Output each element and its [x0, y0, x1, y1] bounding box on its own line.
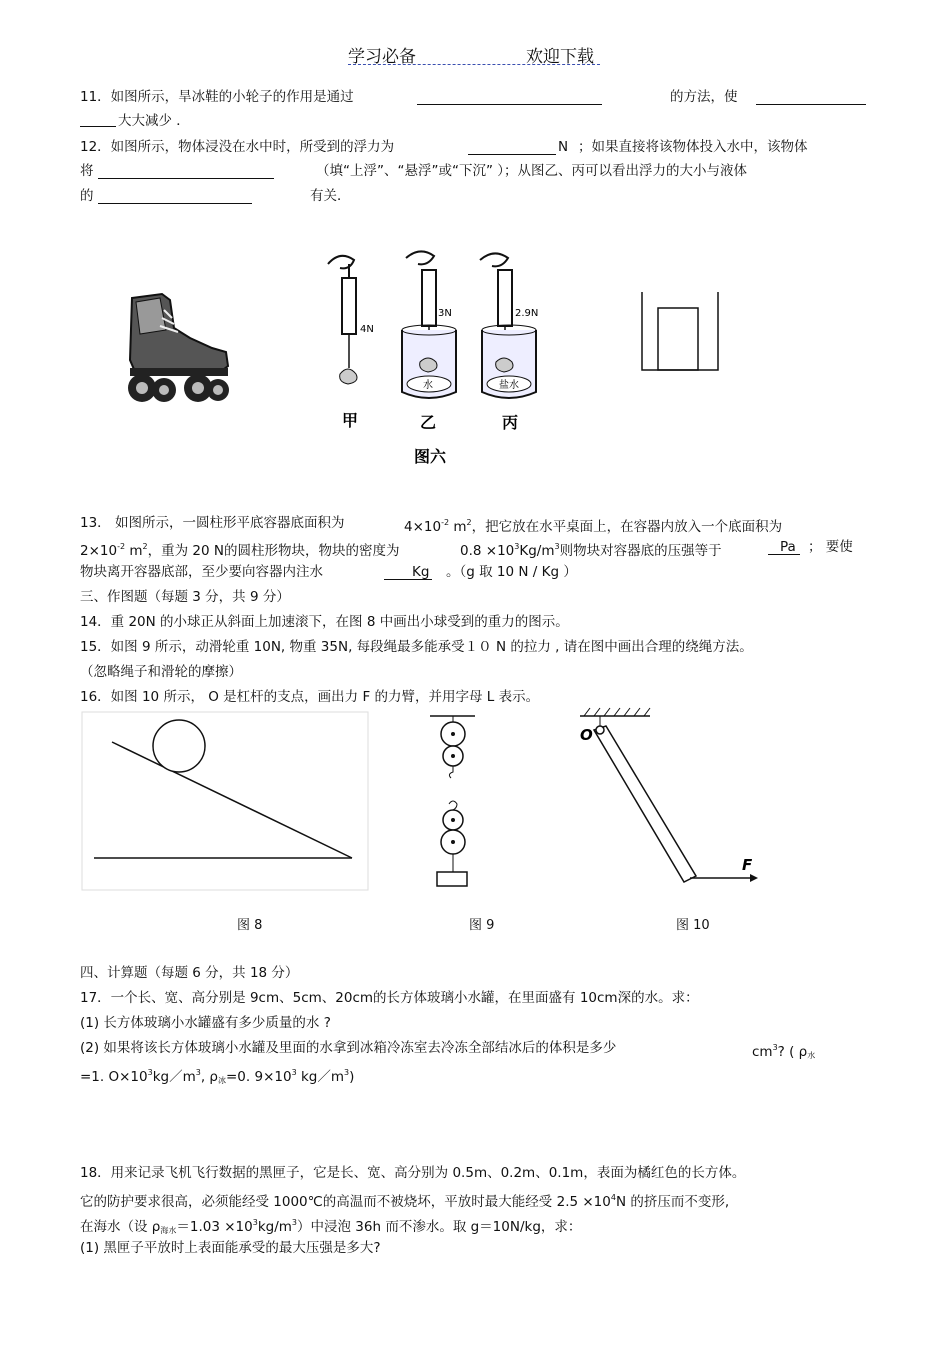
header-left: 学习必备: [348, 47, 416, 67]
figure-10: [560, 712, 770, 892]
q18-l2-b: N 的挤压而不变形,: [615, 1194, 730, 1210]
q17-l4-b: kg／m: [152, 1069, 196, 1085]
q12-line1: 12．如图所示，物体浸没在水中时，所受到的浮力为: [80, 139, 395, 155]
label-o: O: [580, 726, 593, 744]
q13-line3-a: 物块离开容器底部，至少要向容器内注水: [80, 564, 323, 580]
q11-blank-2-cont: [80, 112, 116, 127]
q12-line2-a: 将: [80, 163, 94, 179]
q13-area: 4×10: [404, 519, 442, 535]
section-3-title: 三、作图题（每题 3 分，共 9 分）: [80, 589, 290, 605]
q17-line4: [80, 1064, 354, 1090]
q17-l4-c: , ρ: [200, 1069, 218, 1085]
q13-l1-d: ，把它放在水平桌面上，在容器内放入一个底面积为: [471, 519, 783, 535]
q13-line2-density: [460, 538, 722, 560]
q18-sub-seawater: 海水: [160, 1226, 177, 1235]
q17-line3-b: [752, 1039, 815, 1065]
q17-line2: (1) 长方体玻璃小水罐盛有多少质量的水 ?: [80, 1015, 331, 1031]
lever-bar: [594, 726, 696, 882]
fig6-title: 图六: [414, 447, 447, 466]
q13-l2-sq: 2: [142, 542, 148, 551]
label-bing: 丙: [502, 413, 519, 432]
q17-sub-water: 水: [807, 1051, 816, 1060]
q12-line1-b: ；如果直接将该物体投入水中，该物体: [578, 139, 808, 155]
q13-area-exp: -2: [441, 518, 450, 527]
pivot-point: [596, 726, 604, 734]
q11-blank-2: [756, 90, 866, 105]
scale-yi: [402, 251, 456, 398]
roller-skate-image: [120, 290, 235, 410]
container-figure: [640, 292, 720, 372]
q12-line3-b: 有关．: [310, 188, 351, 204]
q18-l2-a: 它的防护要求很高，必须能经受 1000℃的高温而不被烧坏，平放时最大能经受 2.5 ×10: [80, 1194, 611, 1210]
q14-text: 14．重 20N 的小球正从斜面上加速滚下，在图 8 中画出小球受到的重力的图示。: [80, 614, 569, 630]
q18-l3-exp2: 3: [291, 1218, 297, 1227]
q12-blank-1: [468, 140, 556, 155]
liquid-water: 水: [423, 380, 433, 391]
reading-bing: 2.9N: [515, 308, 539, 319]
q17-l3-c: ? ( ρ: [777, 1044, 808, 1060]
q18-l2-exp: 4: [610, 1193, 616, 1202]
q12-blank-3: [98, 189, 252, 204]
q18-l3-c: kg/m: [257, 1219, 292, 1235]
weight-block: [437, 872, 467, 886]
q17-l4-a: =1. O×10: [80, 1069, 148, 1085]
q18-l3-b: ＝1.03 ×10: [176, 1219, 253, 1235]
q13-density-cube: 3: [554, 542, 560, 551]
q17-line3: [80, 1039, 616, 1057]
q13-line1-b: [404, 514, 782, 536]
q17-l4-exp4: 3: [344, 1068, 350, 1077]
section-4-title: 四、计算题（每题 6 分，共 18 分）: [80, 965, 299, 981]
q17-sub-ice: 冰: [218, 1076, 226, 1085]
reading-yi: 3N: [438, 308, 452, 319]
q15-line1: 15．如图 9 所示，动滑轮重 10N, 物重 35N, 每段绳最多能承受１０ N 的拉力 , 请在图中画出合理的绕绳方法。: [80, 639, 753, 655]
q13-unit-pa: Pa: [780, 539, 796, 555]
q11-blank-1: [417, 90, 602, 105]
label-jia: 甲: [342, 411, 359, 430]
q17-l4-exp2: 3: [195, 1068, 201, 1077]
figure-9: [425, 712, 485, 892]
q17-l4-e: kg／m: [296, 1069, 344, 1085]
ball: [153, 720, 205, 772]
q17-l4-f: ): [349, 1069, 355, 1085]
q17-l4-exp3: 3: [291, 1068, 297, 1077]
q13-l1-a: 13． 如图所示，一圆柱形平底容器底面积为: [80, 515, 345, 531]
figure-6: [310, 250, 560, 470]
q18-line4: (1) 黑匣子平放时上表面能承受的最大压强是多大?: [80, 1240, 381, 1256]
q13-line2: [80, 538, 399, 560]
q13-line1: [80, 514, 344, 532]
header-divider: [348, 64, 600, 65]
scale-jia: [328, 256, 357, 384]
reading-jia: 4N: [360, 324, 374, 335]
q17-l3-a: (2) 如果将该长方体玻璃小水罐及里面的水拿到冰箱冷冻室去冷冻全部结冰后的体积是多少: [80, 1040, 617, 1056]
q11-line1: [80, 88, 354, 106]
q13-l2-c: ，重为 20 N的圆柱形物块，物块的密度为: [147, 543, 400, 559]
caption-fig8: 图 8: [237, 918, 263, 933]
q17-unit-exp: 3: [772, 1043, 778, 1052]
q13-density: 0.8 ×10: [460, 543, 515, 559]
q13-area-sq: 2: [466, 518, 472, 527]
q18-line1: 18．用来记录飞机飞行数据的黑匣子，它是长、宽、高分别为 0.5m、0.2m、0.1m，表面为橘红色的长方体。: [80, 1165, 746, 1181]
q18-line2: [80, 1189, 729, 1211]
q13-l2-f: 则物块对容器底的压强等于: [559, 543, 722, 559]
q13-l2-a: 2×10: [80, 543, 118, 559]
q13-l2-b: m: [125, 543, 143, 559]
q18-line3: [80, 1214, 581, 1240]
q13-unit-kg: Kg: [412, 564, 430, 580]
caption-fig10: 图 10: [676, 918, 710, 933]
q11-line2: 大大减少 ．: [118, 113, 190, 129]
q18-l3-a: 在海水（设 ρ: [80, 1219, 161, 1235]
q16-text: 16．如图 10 所示， O 是杠杆的支点，画出力 F 的力臂，并用字母 L 表示。: [80, 689, 540, 705]
q11-text-b: 的方法，使: [670, 89, 738, 105]
q18-l3-d: ）中浸泡 36h 而不渗水。取 g＝10N/kg，求：: [297, 1219, 582, 1235]
figure-8: [82, 712, 372, 892]
q17-line1: 17．一个长、宽、高分别是 9cm、5cm、20cm的长方体玻璃小水罐，在里面盛有 10cm深的水。求：: [80, 990, 699, 1006]
q11-text-a: 11．如图所示，旱冰鞋的小轮子的作用是通过: [80, 89, 354, 105]
q12-blank-2: [98, 164, 274, 179]
liquid-salt-water: 盐水: [499, 380, 519, 391]
q18-l3-exp: 3: [252, 1218, 258, 1227]
q12-line3-a: 的: [80, 188, 94, 204]
scale-bing: [480, 253, 539, 398]
q17-unit-cm: cm: [752, 1044, 773, 1060]
q12-line2-b: （填“上浮”、“悬浮”或“下沉” ）；从图乙、丙可以看出浮力的大小与液体: [316, 163, 748, 179]
label-yi: 乙: [420, 413, 437, 432]
q17-l4-exp1: 3: [147, 1068, 153, 1077]
q13-l2-g: ； 要使: [808, 539, 853, 555]
q13-density-exp: 3: [514, 542, 520, 551]
q12-unit: N: [558, 139, 569, 155]
q17-l4-d: =0. 9×10: [226, 1069, 292, 1085]
q13-line3-b: 。（g 取 10 N / Kg ）: [446, 564, 577, 580]
q13-area-unit: m: [449, 519, 467, 535]
label-f: F: [742, 856, 753, 874]
q15-line2: （忽略绳子和滑轮的摩擦）: [80, 664, 242, 680]
q13-density-unit: Kg/m: [519, 543, 555, 559]
q13-l2-exp: -2: [117, 542, 126, 551]
caption-fig9: 图 9: [469, 918, 495, 933]
header-right: 欢迎下载: [526, 47, 594, 67]
